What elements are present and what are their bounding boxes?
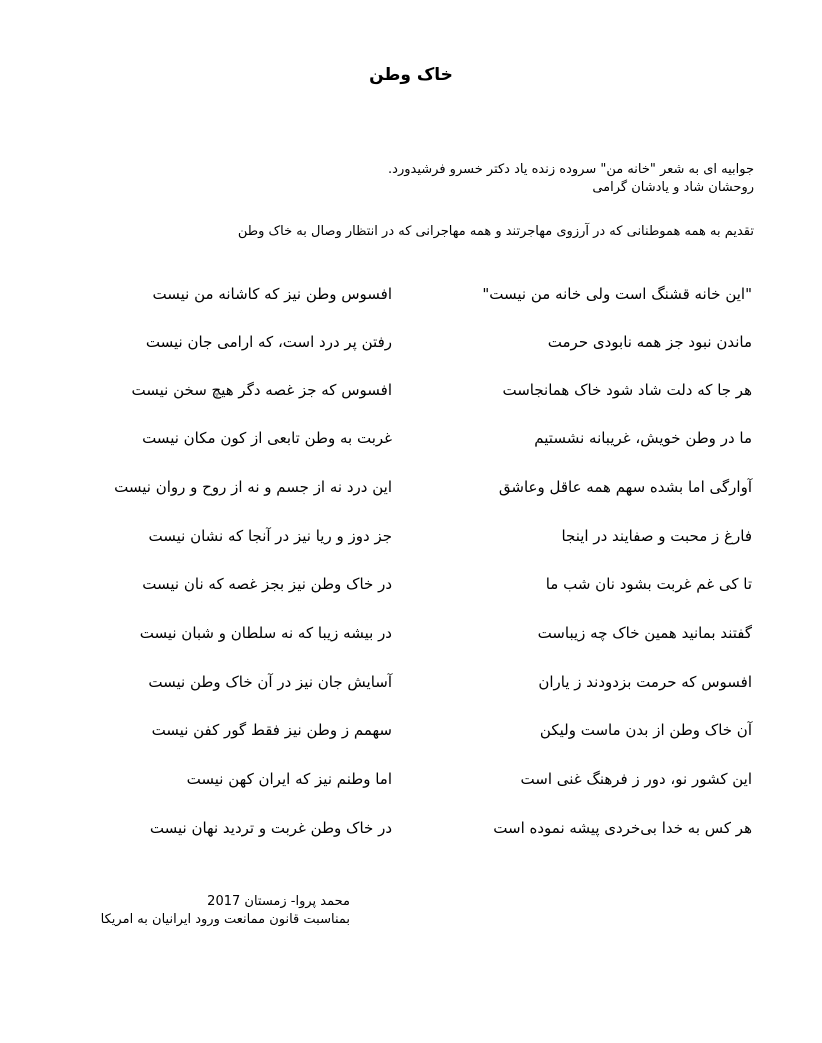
verse-row [0, 618, 822, 648]
verse-row [0, 375, 822, 405]
verse-second-hemistich: اما وطنم نیز که ایران کهن نیست [186, 770, 392, 788]
verse-first-hemistich: گفتند بمانید همین خاک چه زیباست [537, 624, 752, 642]
verse-row [0, 279, 822, 309]
verse-second-hemistich: رفتن پر درد است، که ارامی جان نیست [145, 333, 392, 351]
verse-first-hemistich: ماندن نبود جز همه نابودی حرمت [547, 333, 752, 351]
verse-second-hemistich: افسوس که جز غصه دگر هیچ سخن نیست [131, 381, 392, 399]
verse-second-hemistich: آسایش جان نیز در آن خاک وطن نیست [148, 673, 392, 691]
verse-second-hemistich: افسوس وطن نیز که کاشانه من نیست [152, 285, 392, 303]
verse-first-hemistich: آوارگی اما بشده سهم همه عاقل وعاشق [498, 478, 752, 496]
verse-second-hemistich: سهمم ز وطن نیز فقط گور کفن نیست [151, 721, 392, 739]
verse-second-hemistich: در خاک وطن نیز بجز غصه که نان نیست [142, 575, 392, 593]
verse-row [0, 715, 822, 745]
poem-title: خاک وطن [369, 65, 453, 85]
verse-row [0, 472, 822, 502]
verse-row [0, 327, 822, 357]
verse-first-hemistich: این کشور نو، دور ز فرهنگ غنی است [520, 770, 752, 788]
verse-second-hemistich: در خاک وطن غربت و تردید نهان نیست [149, 819, 392, 837]
verse-row [0, 667, 822, 697]
verse-row [0, 764, 822, 794]
author-signature: محمد پروا- زمستان 2017 [207, 894, 350, 909]
verse-row [0, 423, 822, 453]
verse-first-hemistich: ما در وطن خویش، غریبانه نشستیم [534, 429, 752, 447]
verse-first-hemistich: هر جا که دلت شاد شود خاک همانجاست [502, 381, 752, 399]
intro-dedication-line: جوابیه ای به شعر "خانه من" سروده زنده یاد دکتر خسرو فرشیدورد. [388, 162, 754, 177]
verse-first-hemistich: افسوس که حرمت بزدودند ز یاران [538, 673, 752, 691]
verse-second-hemistich: غربت به وطن تابعی از کون مکان نیست [142, 429, 392, 447]
verse-row [0, 813, 822, 843]
intro-offering-line: تقدیم به همه هموطنانی که در آرزوی مهاجرتند و همه مهاجرانی که در انتظار وصال به خاک وطن [237, 224, 754, 239]
verse-second-hemistich: این درد نه از جسم و نه از روح و روان نیست [114, 478, 392, 496]
verse-row [0, 569, 822, 599]
verse-second-hemistich: در بیشه زیبا که نه سلطان و شبان نیست [139, 624, 392, 642]
occasion-note: بمناسبت قانون ممانعت ورود ایرانیان به امریکا [100, 912, 350, 927]
verse-first-hemistich: هر کس به خدا بی‌خردی پیشه نموده است [493, 819, 752, 837]
verse-first-hemistich: تا کی غم غربت بشود نان شب ما [545, 575, 752, 593]
verse-row [0, 521, 822, 551]
intro-blessing-line: روحشان شاد و یادشان گرامی [592, 180, 754, 195]
verse-second-hemistich: جز دوز و ریا نیز در آنجا که نشان نیست [148, 527, 392, 545]
verse-first-hemistich: فارغ ز محبت و صفایند در اینجا [561, 527, 752, 545]
verse-first-hemistich: "این خانه قشنگ است ولی خانه من نیست" [482, 285, 752, 303]
verse-first-hemistich: آن خاک وطن از بدن ماست ولیکن [539, 721, 752, 739]
